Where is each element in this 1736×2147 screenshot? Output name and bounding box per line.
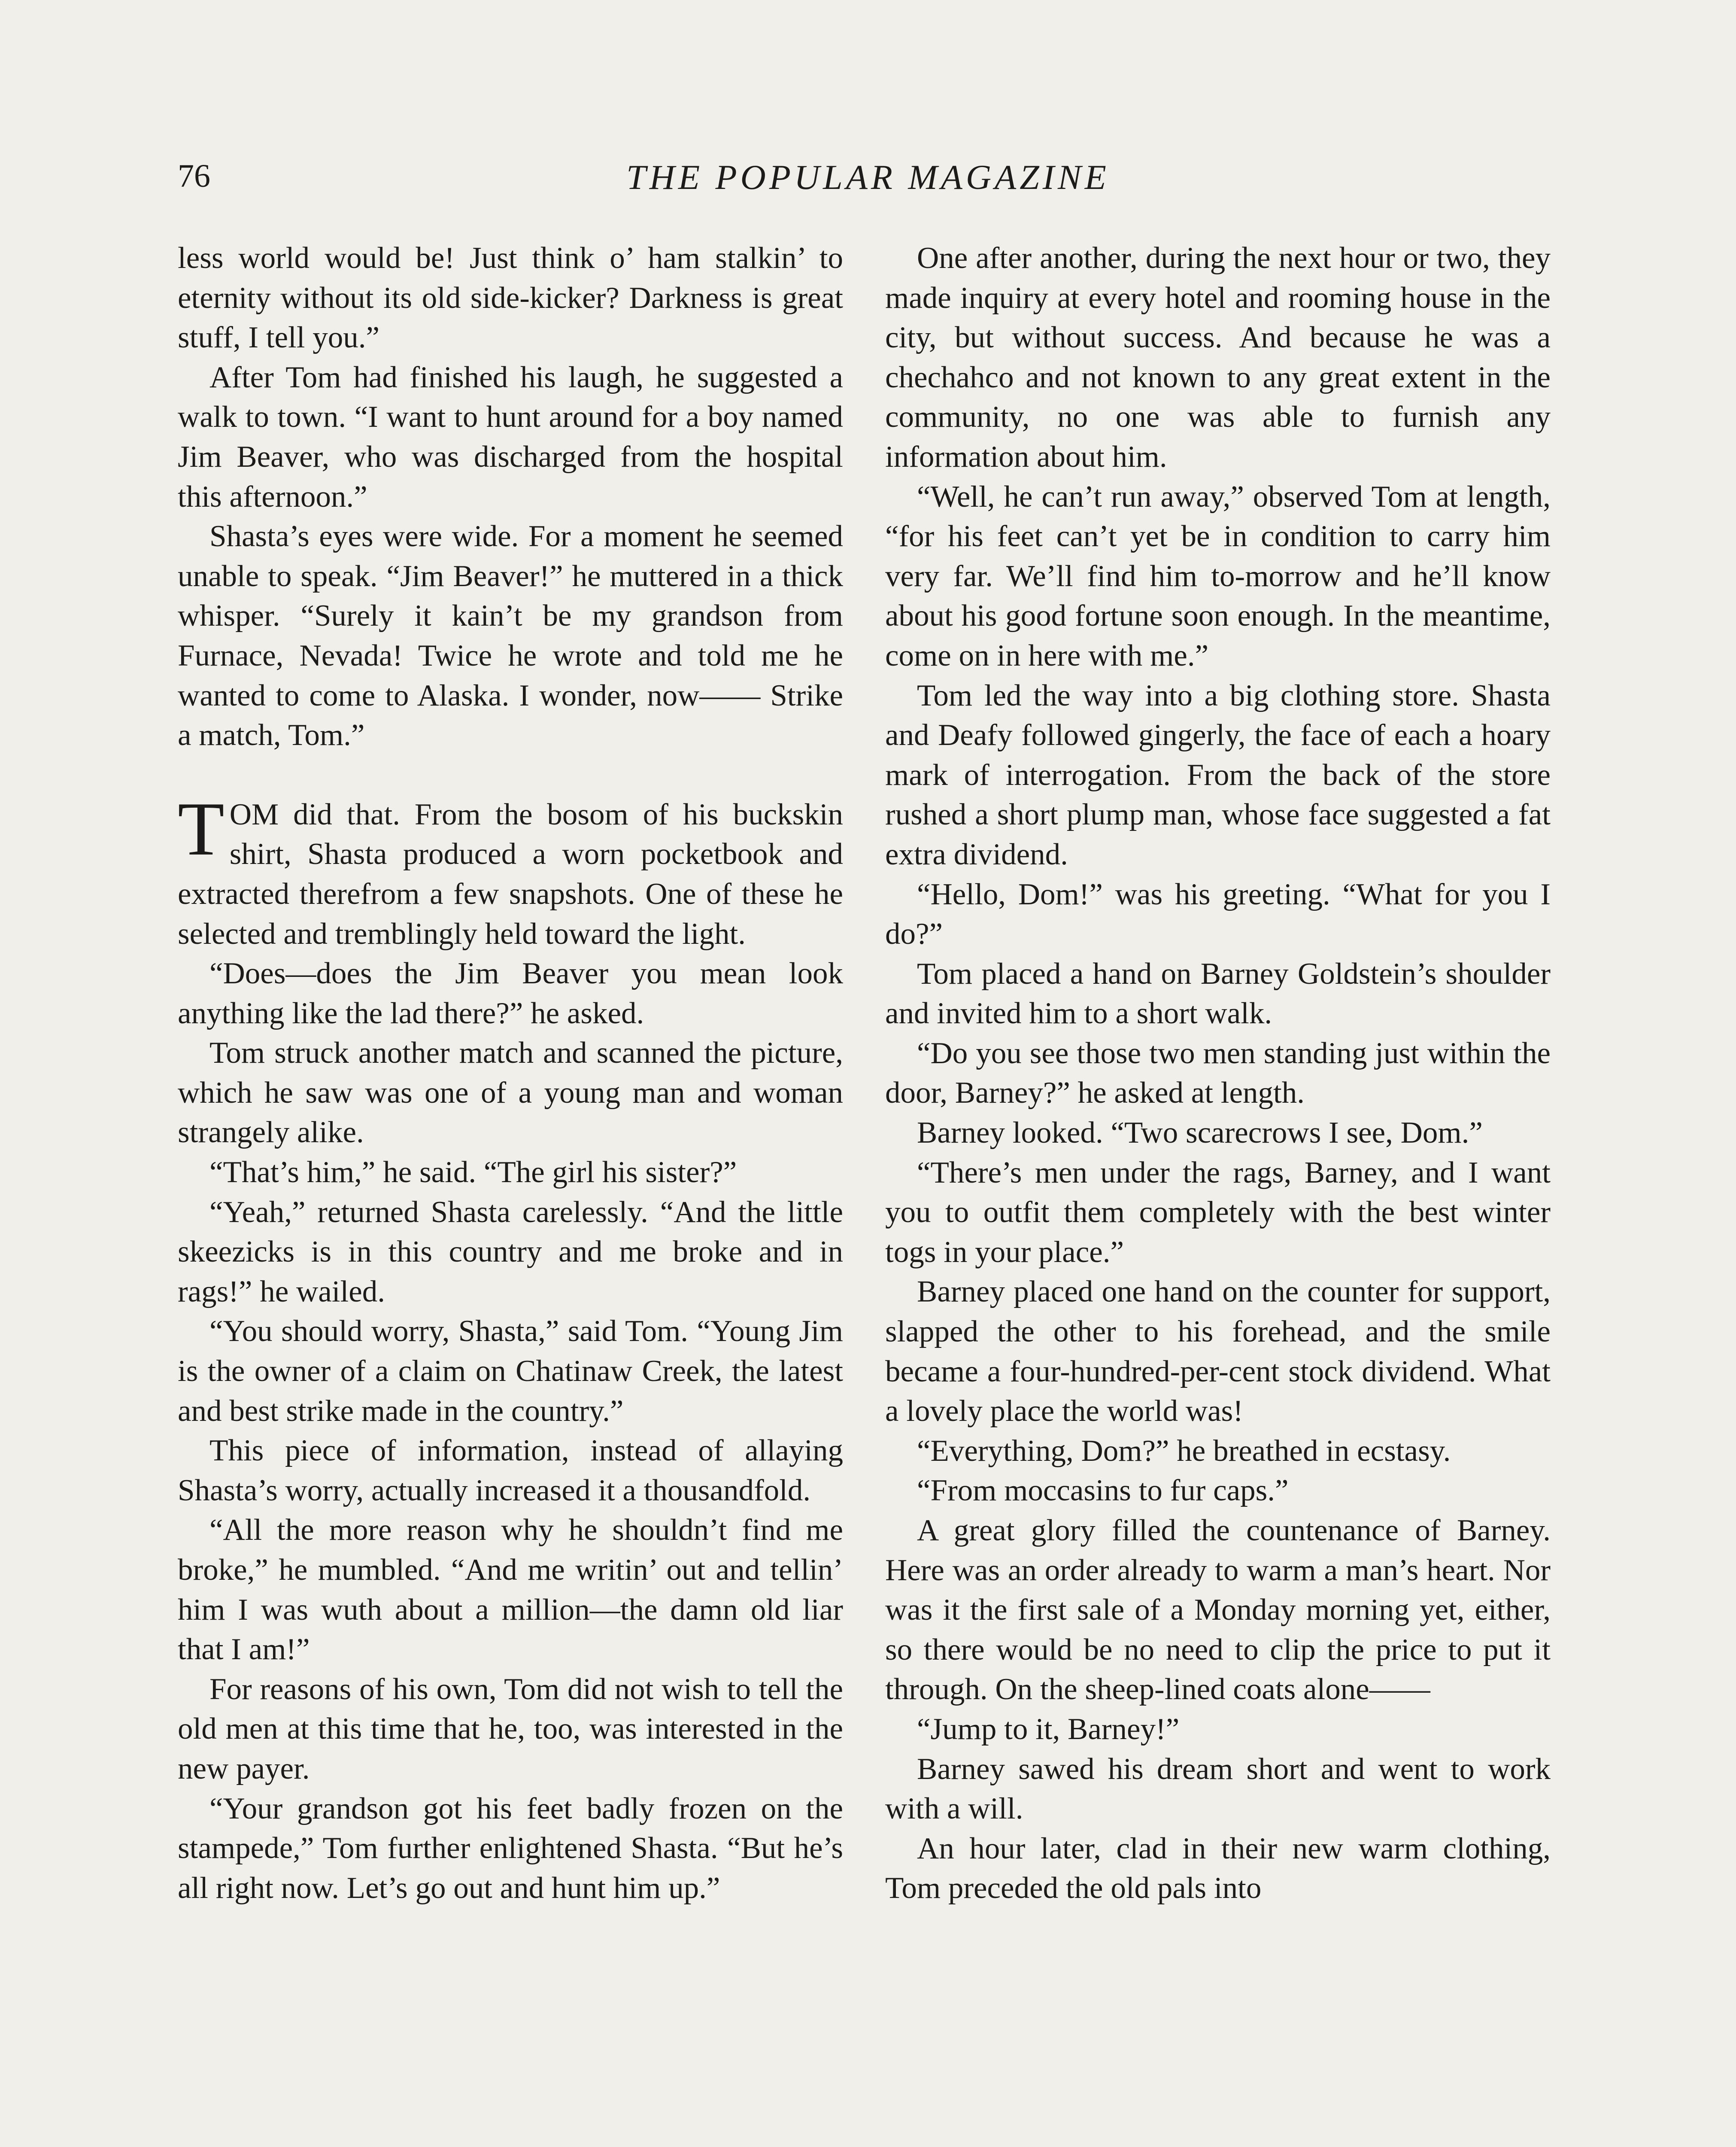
paragraph: “Everything, Dom?” he breathed in ecstasy. xyxy=(917,1434,1451,1468)
paragraph: “All the more reason why he shouldn’t find me broke,” he mumbled. “And me writin’ out and tellin’ him I was wuth about a million—the damn old liar that I am!” xyxy=(178,1513,843,1667)
paragraph: For reasons of his own, Tom did not wish to tell the old men at this time that he, too, was interested in the new payer. xyxy=(178,1672,843,1785)
paragraph: An hour later, clad in their new warm clothing, Tom preceded the old pals into xyxy=(885,1831,1551,1905)
paragraph: Tom struck another match and scanned the picture, which he saw was one of a young man and woman strangely alike. xyxy=(178,1036,843,1150)
paragraph: Tom led the way into a big clothing store. Shasta and Deafy followed gingerly, the face of each a hoary mark of interrogation. From the back of the store rushed a short plump man, whose face suggested a fat extra dividend. xyxy=(885,678,1551,871)
paragraph: “That’s him,” he said. “The girl his sister?” xyxy=(209,1156,737,1189)
paragraph: A great glory filled the countenance of Barney. Here was an order already to warm a man’s heart. Nor was it the first sale of a Monday morning yet, either, so there would be no need to clip the price to put it through. On the sheep-lined coats alone—— xyxy=(885,1514,1551,1706)
section-first-paragraph-text: OM did that. From the bosom of his buckskin shirt, Shasta produced a worn pocketbook and extracted therefrom a few snapshots. One of these he selected and tremblingly held toward the light. xyxy=(178,797,843,951)
left-column xyxy=(178,238,843,1908)
paragraph: “Do you see those two men standing just within the door, Barney?” he asked at length. xyxy=(885,1036,1551,1110)
section-first-paragraph xyxy=(178,786,843,954)
paragraph: Barney sawed his dream short and went to work with a will. xyxy=(885,1752,1551,1826)
paragraph: “From moccasins to fur caps.” xyxy=(917,1474,1289,1508)
paragraph: Barney placed one hand on the counter for support, slapped the other to his forehead, and the smile became a four-hundred-per-cent stock dividend. What a lovely place the world was! xyxy=(885,1275,1551,1428)
paragraph: Shasta’s eyes were wide. For a moment he seemed unable to speak. “Jim Beaver!” he muttered in a thick whisper. “Surely it kain’t be my grandson from Furnace, Nevada! Twice he wrote and told me he wanted to come to Alaska. I wonder, now—— Strike a match, Tom.” xyxy=(178,520,843,752)
paragraph: One after another, during the next hour or two, they made inquiry at every hotel and rooming house in the city, but without success. And because he was a chechahco and not known to any great extent in the community, no one was able to furnish any information about him. xyxy=(885,241,1551,474)
paragraph: “Does—does the Jim Beaver you mean look anything like the lad there?” he asked. xyxy=(178,957,843,1030)
drop-cap: T xyxy=(178,786,225,871)
right-column xyxy=(885,238,1551,1908)
paragraph: “Your grandson got his feet badly frozen on the stampede,” Tom further enlightened Shasta. “But he’s all right now. Let’s go out and hunt him up.” xyxy=(178,1791,843,1905)
paragraph: less world would be! Just think o’ ham stalkin’ to eternity without its old side-kicker? Darkness is great stuff, I tell you.” xyxy=(178,241,843,355)
page-number: 76 xyxy=(178,158,210,194)
paragraph: “Hello, Dom!” was his greeting. “What for you I do?” xyxy=(885,877,1551,951)
paragraph: “Well, he can’t run away,” observed Tom at length, “for his feet can’t yet be in condition to carry him very far. We’ll find him to-morrow and he’ll know about his good fortune soon enough. In the meantime, come on in here with me.” xyxy=(885,480,1551,672)
paragraph: This piece of information, instead of allaying Shasta’s worry, actually increased it a thousandfold. xyxy=(178,1434,843,1507)
running-head: THE POPULAR MAGAZINE xyxy=(626,158,1110,197)
paragraph: “There’s men under the rags, Barney, and I want you to outfit them completely with the best winter togs in your place.” xyxy=(885,1156,1551,1269)
paragraph: After Tom had finished his laugh, he suggested a walk to town. “I want to hunt around for a boy named Jim Beaver, who was discharged from the hospital this afternoon.” xyxy=(178,360,843,514)
paragraph: “Yeah,” returned Shasta carelessly. “And the little skeezicks is in this country and me broke and in rags!” he wailed. xyxy=(178,1195,843,1308)
paragraph: “You should worry, Shasta,” said Tom. “Young Jim is the owner of a claim on Chatinaw Creek, the latest and best strike made in the country.” xyxy=(178,1314,843,1428)
paragraph: “Jump to it, Barney!” xyxy=(917,1712,1180,1746)
paragraph: Barney looked. “Two scarecrows I see, Dom.” xyxy=(917,1116,1483,1150)
paragraph: Tom placed a hand on Barney Goldstein’s shoulder and invited him to a short walk. xyxy=(885,957,1551,1031)
